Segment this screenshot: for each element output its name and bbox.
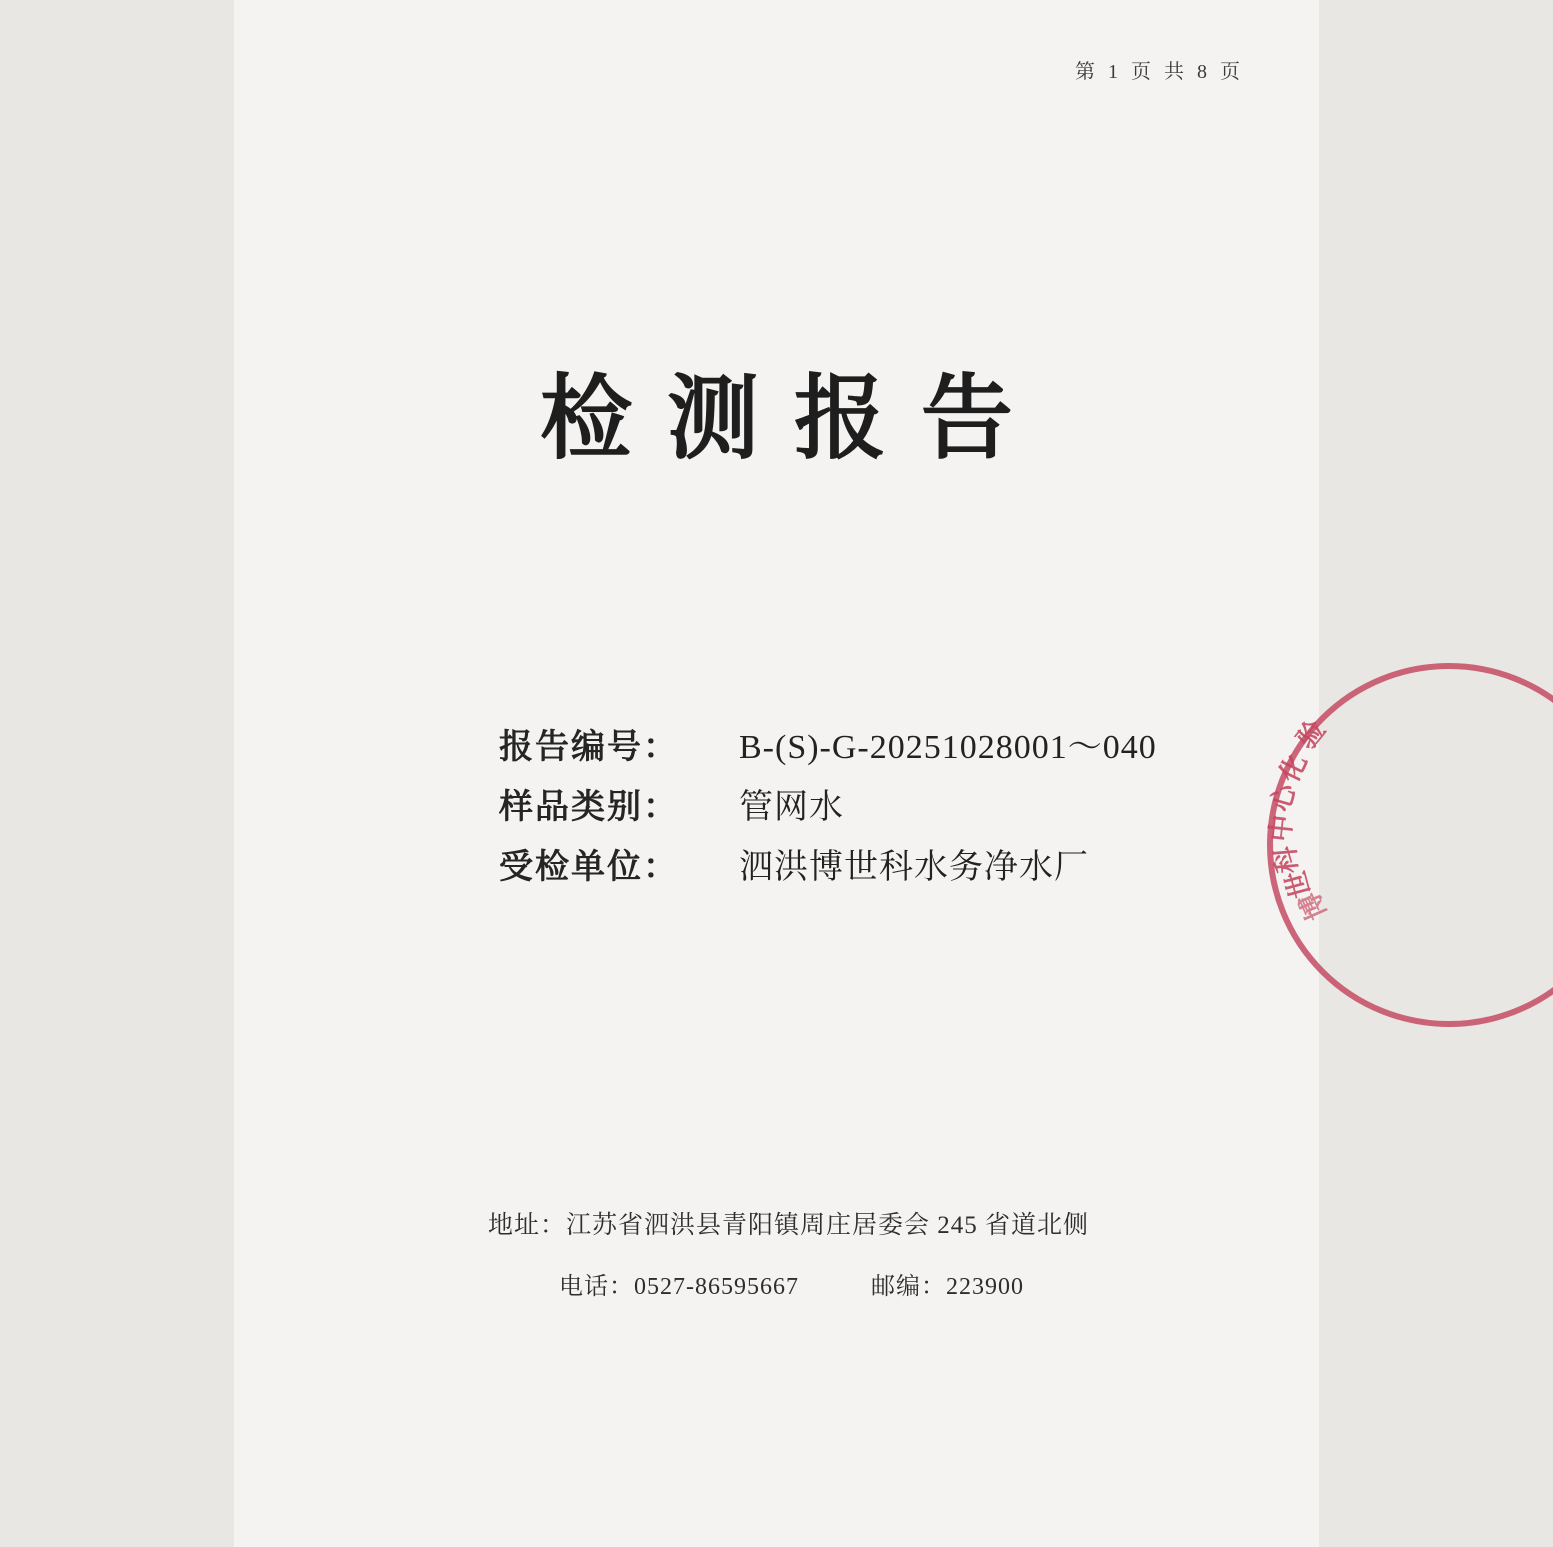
- report-number-label: 报告编号：: [499, 729, 679, 766]
- inspected-unit-label: 受检单位：: [499, 849, 679, 886]
- footer-contact-row: [234, 1266, 1319, 1301]
- page-number-indicator: 第 1 页 共 8 页: [1075, 61, 1244, 83]
- sample-type-row: [499, 786, 1179, 830]
- inspected-unit-row: [499, 846, 1179, 890]
- report-number-value: B-(S)-G-20251028001～040: [739, 729, 1157, 766]
- red-seal-char: 化: [1273, 749, 1313, 787]
- report-title: 检测报告: [540, 368, 1048, 470]
- report-number-row: [499, 726, 1179, 770]
- footer-phone: 电话：0527-86595667: [559, 1274, 799, 1300]
- sample-type-label: 样品类别：: [499, 789, 679, 826]
- red-seal-char: 科: [1270, 845, 1303, 875]
- red-seal-char: 世: [1280, 867, 1317, 902]
- sample-type-value: 管网水: [739, 789, 844, 826]
- footer-address: 地址：江苏省泗洪县青阳镇周庄居委会 245 省道北侧: [487, 1212, 1089, 1239]
- footer-postcode: 邮编：223900: [871, 1274, 1024, 1300]
- red-seal-char: 验: [1290, 714, 1332, 755]
- inspected-unit-value: 泗洪博世科水务净水厂: [739, 849, 1089, 886]
- red-seal-char: 心: [1265, 780, 1302, 815]
- red-seal-char: 中: [1265, 813, 1298, 844]
- report-info-block: [499, 726, 1179, 906]
- report-cover-page: [234, 0, 1333, 1547]
- red-seal-char: 博: [1294, 887, 1333, 925]
